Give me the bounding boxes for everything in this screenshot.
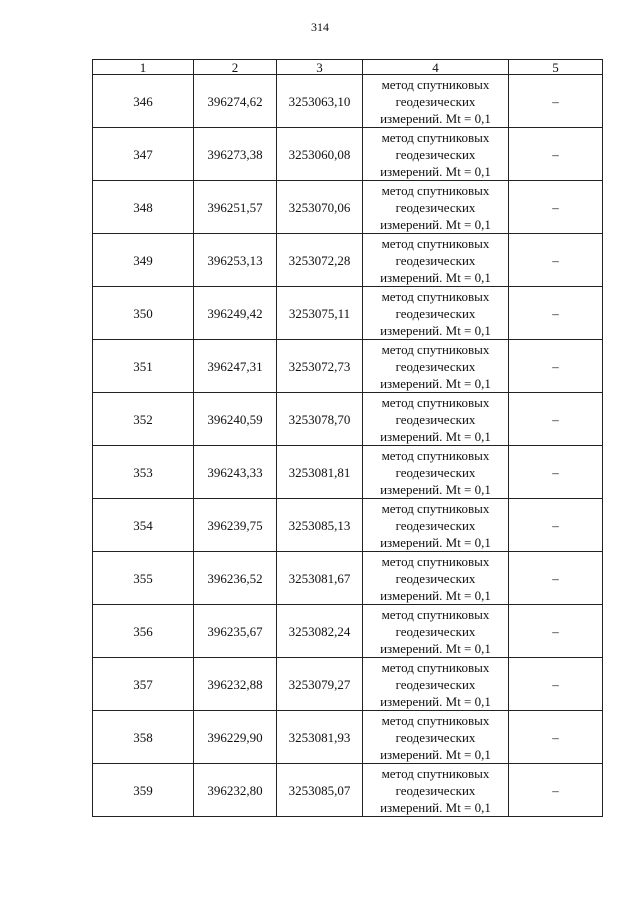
point-number-cell: 354	[93, 499, 194, 552]
x-coordinate-cell: 396247,31	[194, 340, 277, 393]
method-line: геодезических	[395, 93, 476, 109]
method-line: геодезических	[395, 199, 476, 215]
method-line: метод спутниковых	[381, 235, 490, 251]
method-line: метод спутниковых	[381, 341, 490, 357]
note-cell: –	[509, 340, 603, 393]
y-coordinate-cell: 3253079,27	[277, 658, 363, 711]
y-coordinate-cell: 3253060,08	[277, 128, 363, 181]
point-number-cell: 359	[93, 764, 194, 817]
method-line: измерений. Mt = 0,1	[380, 799, 491, 815]
point-number-cell: 352	[93, 393, 194, 446]
method-line: метод спутниковых	[381, 765, 490, 781]
point-number-cell: 357	[93, 658, 194, 711]
note-cell: –	[509, 128, 603, 181]
point-number-cell: 353	[93, 446, 194, 499]
method-line: метод спутниковых	[381, 76, 490, 92]
coordinates-table	[92, 59, 603, 817]
note-cell: –	[509, 552, 603, 605]
point-number-cell: 358	[93, 711, 194, 764]
y-coordinate-cell: 3253081,81	[277, 446, 363, 499]
method-line: измерений. Mt = 0,1	[380, 587, 491, 603]
note-cell: –	[509, 711, 603, 764]
y-coordinate-cell: 3253063,10	[277, 75, 363, 128]
y-coordinate-cell: 3253072,28	[277, 234, 363, 287]
method-line: метод спутниковых	[381, 129, 490, 145]
x-coordinate-cell: 396251,57	[194, 181, 277, 234]
note-cell: –	[509, 393, 603, 446]
method-line: измерений. Mt = 0,1	[380, 534, 491, 550]
method-cell	[363, 499, 509, 552]
header-cell: 5	[509, 60, 603, 75]
method-line: геодезических	[395, 305, 476, 321]
method-line: метод спутниковых	[381, 288, 490, 304]
method-line: метод спутниковых	[381, 606, 490, 622]
method-line: геодезических	[395, 782, 476, 798]
method-line: метод спутниковых	[381, 712, 490, 728]
point-number-cell: 349	[93, 234, 194, 287]
page-number: 314	[311, 20, 329, 34]
method-cell	[363, 764, 509, 817]
method-line: измерений. Mt = 0,1	[380, 269, 491, 285]
method-line: геодезических	[395, 570, 476, 586]
y-coordinate-cell: 3253070,06	[277, 181, 363, 234]
method-cell	[363, 552, 509, 605]
x-coordinate-cell: 396240,59	[194, 393, 277, 446]
y-coordinate-cell: 3253078,70	[277, 393, 363, 446]
method-line: измерений. Mt = 0,1	[380, 746, 491, 762]
y-coordinate-cell: 3253081,93	[277, 711, 363, 764]
table-row	[93, 234, 603, 287]
x-coordinate-cell: 396232,88	[194, 658, 277, 711]
table-body	[93, 75, 603, 817]
y-coordinate-cell: 3253072,73	[277, 340, 363, 393]
table-row	[93, 181, 603, 234]
method-line: метод спутниковых	[381, 447, 490, 463]
table-row	[93, 711, 603, 764]
header-cell: 3	[277, 60, 363, 75]
header-cell: 2	[194, 60, 277, 75]
note-cell: –	[509, 446, 603, 499]
point-number-cell: 351	[93, 340, 194, 393]
method-line: геодезических	[395, 146, 476, 162]
point-number-cell: 347	[93, 128, 194, 181]
x-coordinate-cell: 396273,38	[194, 128, 277, 181]
method-line: измерений. Mt = 0,1	[380, 216, 491, 232]
point-number-cell: 350	[93, 287, 194, 340]
table-row	[93, 764, 603, 817]
x-coordinate-cell: 396243,33	[194, 446, 277, 499]
method-cell	[363, 287, 509, 340]
method-line: геодезических	[395, 411, 476, 427]
x-coordinate-cell: 396236,52	[194, 552, 277, 605]
method-line: геодезических	[395, 252, 476, 268]
method-cell	[363, 711, 509, 764]
x-coordinate-cell: 396239,75	[194, 499, 277, 552]
note-cell: –	[509, 234, 603, 287]
method-line: геодезических	[395, 517, 476, 533]
header-row	[93, 60, 603, 75]
note-cell: –	[509, 764, 603, 817]
method-line: геодезических	[395, 729, 476, 745]
point-number-cell: 355	[93, 552, 194, 605]
table-row	[93, 552, 603, 605]
method-line: измерений. Mt = 0,1	[380, 110, 491, 126]
table-row	[93, 499, 603, 552]
method-cell	[363, 181, 509, 234]
x-coordinate-cell: 396235,67	[194, 605, 277, 658]
method-line: измерений. Mt = 0,1	[380, 481, 491, 497]
method-line: метод спутниковых	[381, 182, 490, 198]
table-row	[93, 605, 603, 658]
table-row	[93, 75, 603, 128]
table-row	[93, 446, 603, 499]
point-number-cell: 346	[93, 75, 194, 128]
note-cell: –	[509, 499, 603, 552]
method-line: геодезических	[395, 358, 476, 374]
method-line: метод спутниковых	[381, 659, 490, 675]
table-row	[93, 393, 603, 446]
method-line: геодезических	[395, 676, 476, 692]
method-line: измерений. Mt = 0,1	[380, 163, 491, 179]
y-coordinate-cell: 3253085,07	[277, 764, 363, 817]
method-cell	[363, 658, 509, 711]
method-cell	[363, 340, 509, 393]
method-cell	[363, 605, 509, 658]
method-line: метод спутниковых	[381, 553, 490, 569]
note-cell: –	[509, 658, 603, 711]
x-coordinate-cell: 396253,13	[194, 234, 277, 287]
y-coordinate-cell: 3253075,11	[277, 287, 363, 340]
x-coordinate-cell: 396229,90	[194, 711, 277, 764]
note-cell: –	[509, 75, 603, 128]
header-cell: 4	[363, 60, 509, 75]
method-cell	[363, 75, 509, 128]
y-coordinate-cell: 3253081,67	[277, 552, 363, 605]
method-cell	[363, 393, 509, 446]
point-number-cell: 348	[93, 181, 194, 234]
method-line: геодезических	[395, 464, 476, 480]
method-line: измерений. Mt = 0,1	[380, 322, 491, 338]
y-coordinate-cell: 3253085,13	[277, 499, 363, 552]
x-coordinate-cell: 396249,42	[194, 287, 277, 340]
x-coordinate-cell: 396232,80	[194, 764, 277, 817]
method-line: измерений. Mt = 0,1	[380, 693, 491, 709]
y-coordinate-cell: 3253082,24	[277, 605, 363, 658]
table-row	[93, 340, 603, 393]
table-row	[93, 287, 603, 340]
note-cell: –	[509, 181, 603, 234]
method-cell	[363, 234, 509, 287]
method-cell	[363, 446, 509, 499]
method-cell	[363, 128, 509, 181]
method-line: геодезических	[395, 623, 476, 639]
method-line: измерений. Mt = 0,1	[380, 640, 491, 656]
method-line: измерений. Mt = 0,1	[380, 375, 491, 391]
header-cell: 1	[93, 60, 194, 75]
table-row	[93, 658, 603, 711]
note-cell: –	[509, 287, 603, 340]
method-line: измерений. Mt = 0,1	[380, 428, 491, 444]
method-line: метод спутниковых	[381, 394, 490, 410]
table-row	[93, 128, 603, 181]
x-coordinate-cell: 396274,62	[194, 75, 277, 128]
method-line: метод спутниковых	[381, 500, 490, 516]
note-cell: –	[509, 605, 603, 658]
point-number-cell: 356	[93, 605, 194, 658]
